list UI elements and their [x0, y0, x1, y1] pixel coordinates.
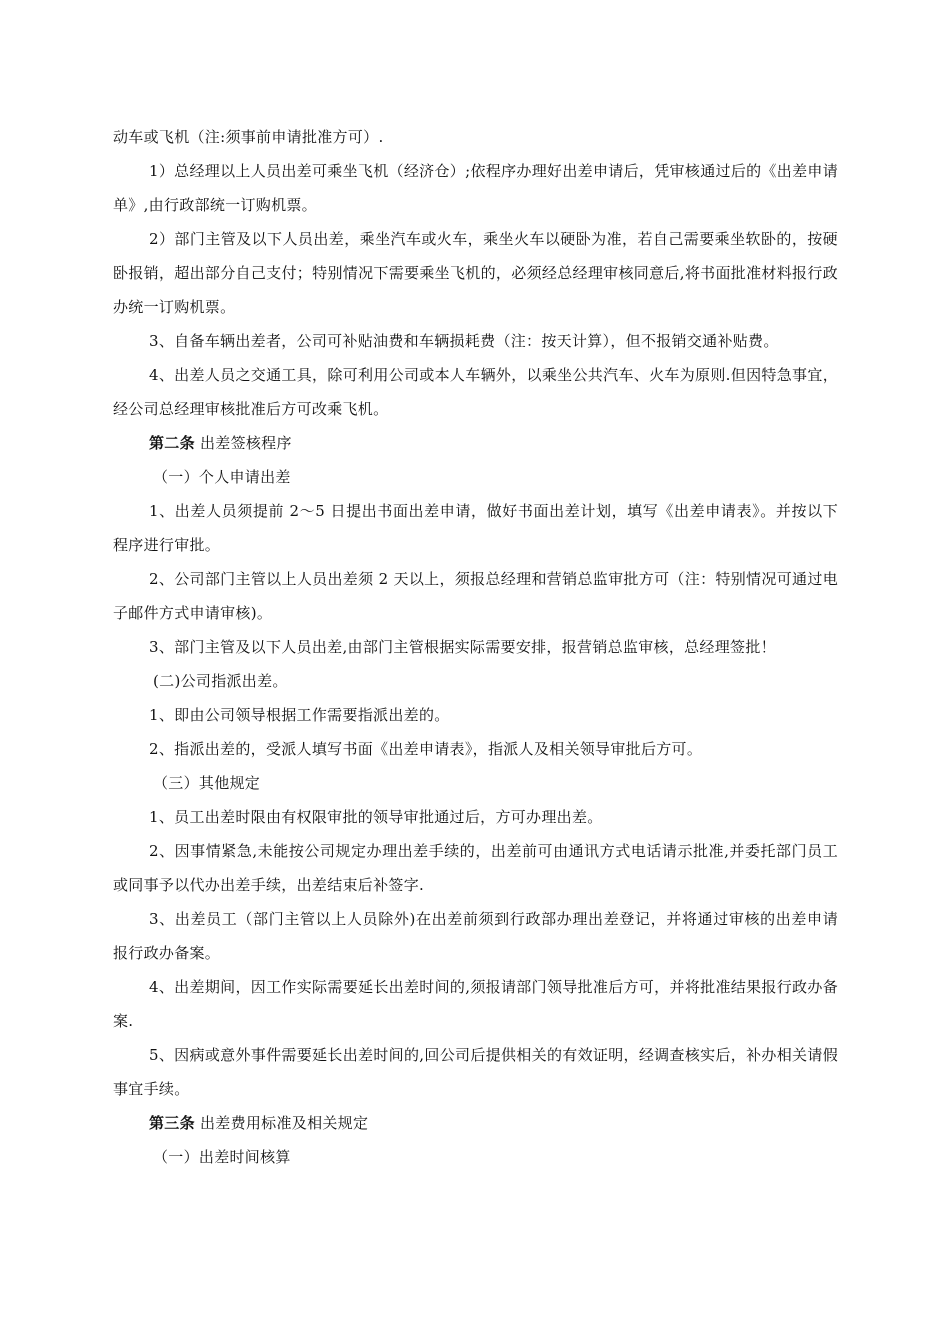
paragraph: 动车或飞机（注:须事前申请批准方可）. — [113, 128, 384, 146]
paragraph: （一）个人申请出差 — [153, 468, 291, 486]
section-title: 出差费用标准及相关规定 — [194, 1114, 369, 1132]
paragraph: 5、因病或意外事件需要延长出差时间的,回公司后提供相关的有效证明，经调查核实后，补办相关请假事宜手续。 — [113, 1046, 838, 1098]
paragraph: 1）总经理以上人员出差可乘坐飞机（经济仓）;依程序办理好出差申请后，凭审核通过后的《出差申请单》,由行政部统一订购机票。 — [113, 162, 838, 214]
paragraph: 1、员工出差时限由有权限审批的领导审批通过后，方可办理出差。 — [149, 808, 603, 826]
paragraph: 1、即由公司领导根据工作需要指派出差的。 — [149, 706, 450, 724]
section-heading — [113, 426, 838, 460]
paragraph: 3、自备车辆出差者，公司可补贴油费和车辆损耗费（注：按天计算），但不报销交通补贴费。 — [149, 332, 779, 350]
paragraph: （三）其他规定 — [153, 774, 261, 792]
section-number: 第三条 — [149, 1114, 195, 1132]
paragraph: 2、因事情紧急,未能按公司规定办理出差手续的，出差前可由通讯方式电话请示批准,并委托部门员工或同事予以代办出差手续，出差结束后补签字. — [113, 842, 838, 894]
paragraph: 2、公司部门主管以上人员出差须 2 天以上，须报总经理和营销总监审批方可（注：特别情况可通过电子邮件方式申请审核)。 — [113, 570, 838, 622]
paragraph: 2、指派出差的，受派人填写书面《出差申请表》，指派人及相关领导审批后方可。 — [149, 740, 703, 758]
document-body — [113, 120, 838, 1174]
section-number: 第二条 — [149, 434, 195, 452]
paragraph: 3、出差员工（部门主管以上人员除外)在出差前须到行政部办理出差登记，并将通过审核的出差申请报行政办备案。 — [113, 910, 838, 962]
paragraph: 1、出差人员须提前 2～5 日提出书面出差申请，做好书面出差计划，填写《出差申请表》。并按以下程序进行审批。 — [113, 502, 838, 554]
paragraph: 4、出差期间，因工作实际需要延长出差时间的,须报请部门领导批准后方可，并将批准结果报行政办备案. — [113, 978, 838, 1030]
section-heading — [113, 1106, 838, 1140]
paragraph: 2）部门主管及以下人员出差，乘坐汽车或火车，乘坐火车以硬卧为准，若自己需要乘坐软卧的，按硬卧报销，超出部分自己支付；特别情况下需要乘坐飞机的，必须经总经理审核同意后,将书面批准材料报行政办统一订购机票。 — [113, 230, 838, 316]
paragraph: (二)公司指派出差。 — [153, 672, 288, 690]
paragraph: 4、出差人员之交通工具，除可利用公司或本人车辆外，以乘坐公共汽车、火车为原则.但因特急事宜，经公司总经理审核批准后方可改乘飞机。 — [113, 366, 838, 418]
section-title: 出差签核程序 — [194, 434, 292, 452]
paragraph: 3、部门主管及以下人员出差,由部门主管根据实际需要安排，报营销总监审核，总经理签批！ — [149, 638, 776, 656]
paragraph: （一）出差时间核算 — [153, 1148, 291, 1166]
